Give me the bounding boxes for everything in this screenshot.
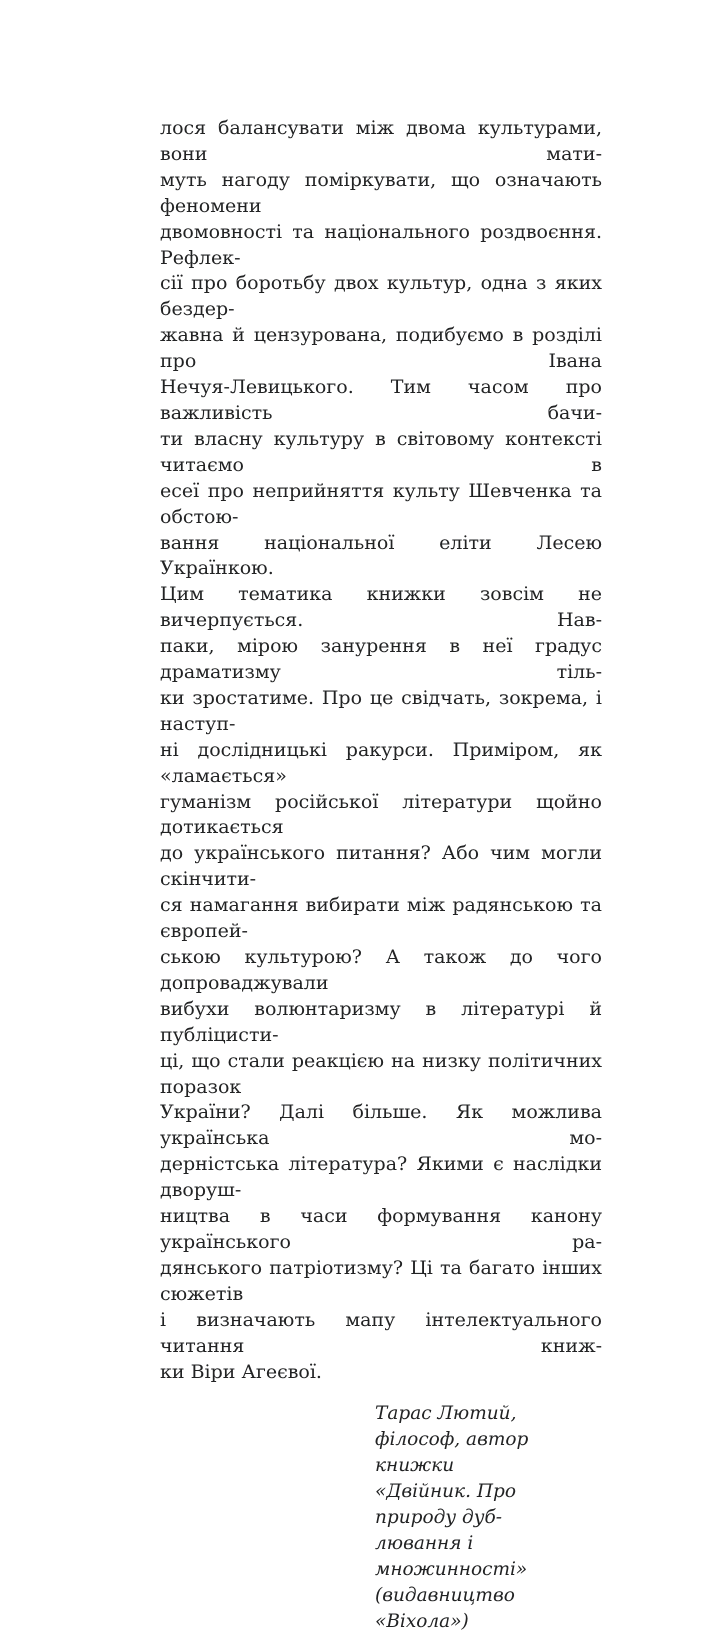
- text-line: двомовності та національного роздвоєння. Рефлек-: [160, 220, 602, 269]
- text-line: ництва в часи формування канону українського ра-: [160, 1205, 602, 1253]
- signature-line: філософ, автор книжки: [375, 1429, 529, 1477]
- text-line: сії про боротьбу двох культур, одна з яких бездер-: [160, 272, 602, 321]
- text-line: вання національної еліти Лесею Українкою.: [160, 531, 602, 580]
- author-signature-block: [375, 1401, 602, 1634]
- text-line: до українського питання? Або чим могли скінчити-: [160, 842, 602, 891]
- text-line: есеї про неприйняття культу Шевченка та обстою-: [160, 479, 602, 528]
- text-line: муть нагоду поміркувати, що означають феномени: [160, 168, 602, 217]
- paragraph: [160, 116, 602, 582]
- paragraph: [160, 582, 602, 1385]
- book-page: [160, 116, 602, 1635]
- body-text: [160, 116, 602, 1385]
- text-line: паки, мірою занурення в неї градус драматизму тіль-: [160, 635, 602, 684]
- text-line: ні дослідницькі ракурси. Приміром, як «ламається»: [160, 738, 602, 787]
- text-line: Цим тематика книжки зовсім не вичерпується. Нав-: [160, 583, 602, 632]
- signature-line: (видавництво «Віхола»): [375, 1584, 515, 1632]
- text-line: ти власну культуру в світовому контексті читаємо в: [160, 427, 602, 476]
- text-line: ці, що стали реакцією на низку політичних поразок: [160, 1049, 602, 1098]
- text-line: дянського патріотизму? Ці та багато інших сюжетів: [160, 1256, 602, 1305]
- text-line: України? Далі більше. Як можлива українська мо-: [160, 1101, 602, 1150]
- text-line: гуманізм російської літератури щойно дотикається: [160, 790, 602, 839]
- text-line: жавна й цензурована, подибуємо в розділі про Івана: [160, 324, 602, 373]
- signature-line: Тарас Лютий,: [375, 1403, 517, 1425]
- text-line: Нечуя-Левицького. Тим часом про важливість бачи-: [160, 376, 602, 424]
- text-line: вибухи волюнтаризму в літературі й публіцисти-: [160, 997, 602, 1046]
- text-line: дерністська література? Якими є наслідки дворуш-: [160, 1153, 602, 1202]
- text-line: ся намагання вибирати між радянською та європей-: [160, 894, 602, 943]
- text-line: ки Віри Агеєвої.: [160, 1360, 322, 1383]
- text-line: ською культурою? А також до чого допроваджували: [160, 946, 602, 994]
- text-line: лося балансувати між двома культурами, вони мати-: [160, 117, 602, 165]
- text-line: і визначають мапу інтелектуального читання книж-: [160, 1308, 602, 1357]
- signature-line: лювання і множинності»: [375, 1532, 528, 1580]
- signature-line: «Двійник. Про природу дуб-: [375, 1481, 516, 1529]
- text-line: ки зростатиме. Про це свідчать, зокрема, і наступ-: [160, 686, 602, 735]
